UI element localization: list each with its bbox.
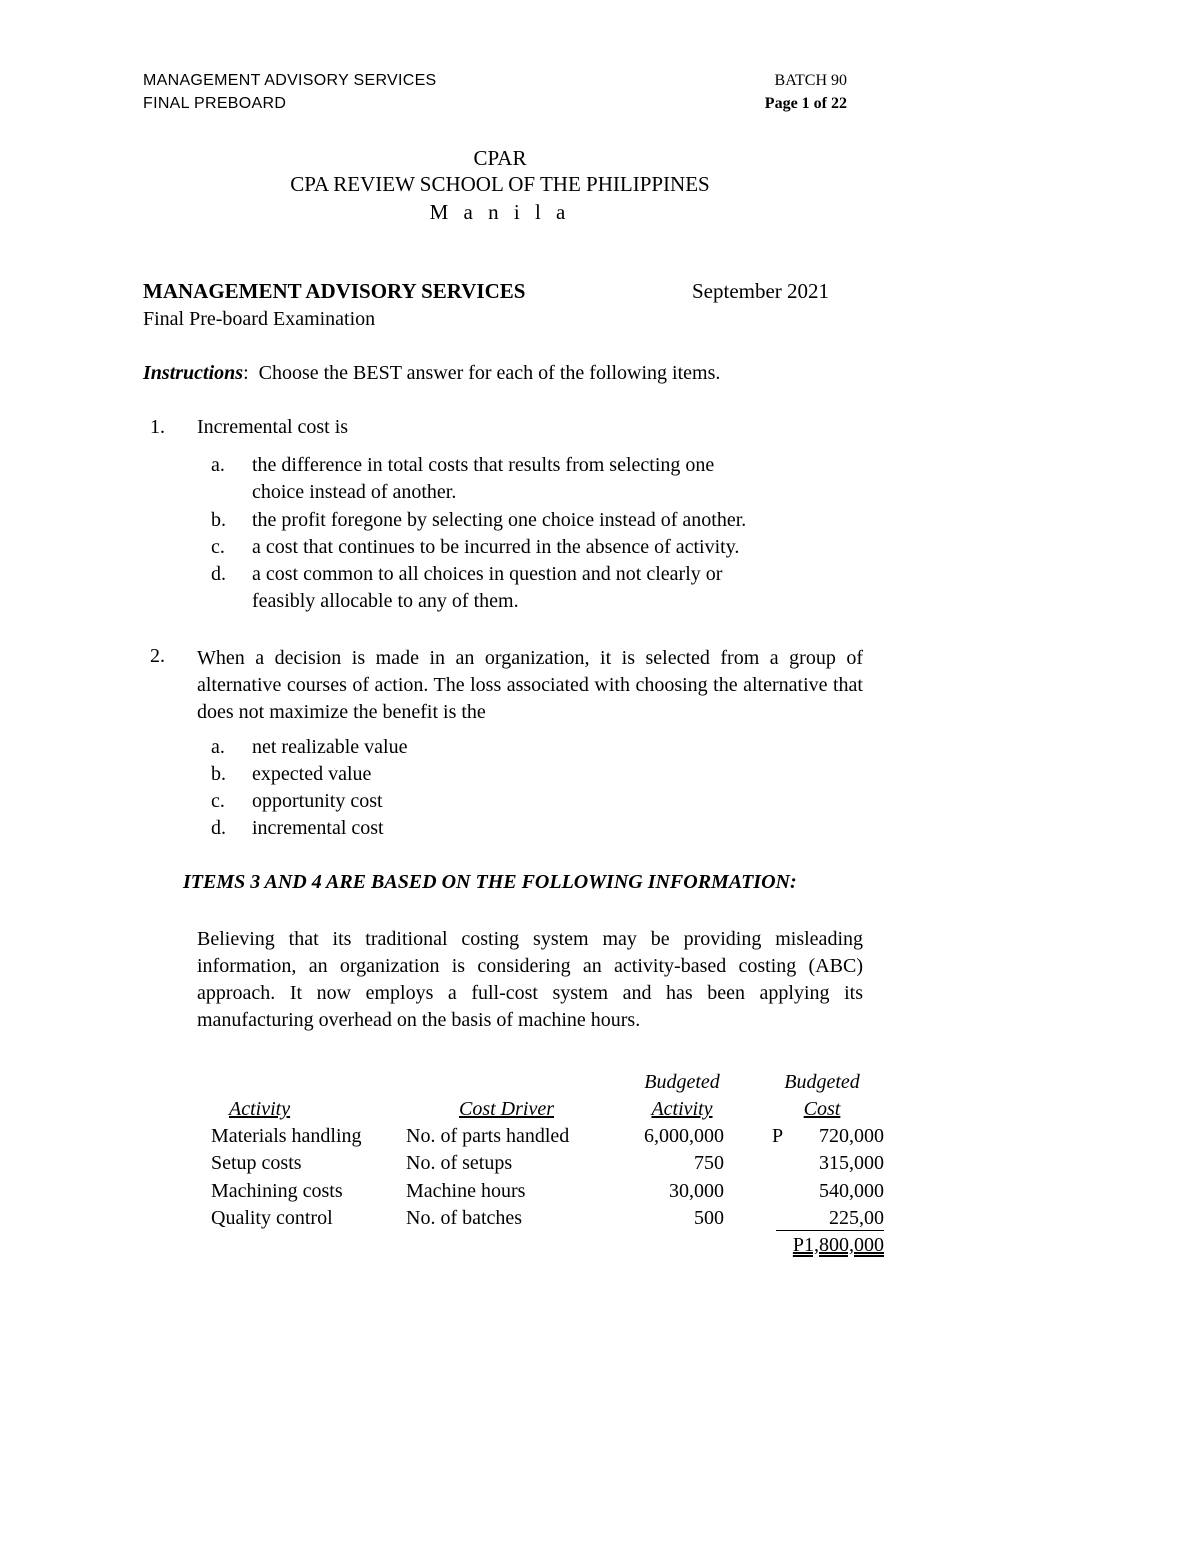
table-cell-currency: P (772, 1125, 784, 1147)
table-cell-budget-activity: 750 (694, 1152, 724, 1174)
header-budgeted-activity-top: Budgeted (644, 1071, 720, 1093)
option-letter: b. (211, 509, 226, 531)
running-header-left-1: MANAGEMENT ADVISORY SERVICES (143, 72, 437, 89)
question-number: 1. (150, 416, 165, 438)
page-number: Page 1 of 22 (764, 95, 847, 112)
option-letter: b. (211, 763, 226, 785)
table-cell-budget-activity: 500 (694, 1207, 724, 1229)
header-budgeted-cost-bottom: Cost (803, 1098, 841, 1120)
table-cell-cost: 540,000 (819, 1180, 884, 1202)
instructions-text: Choose the BEST answer for each of the following items. (258, 362, 721, 384)
header-budgeted-cost-top: Budgeted (784, 1071, 860, 1093)
option-text: net realizable value (252, 736, 408, 758)
info-paragraph: Believing that its traditional costing system may be providing misleading information, an organization is considering an activity-based costing (ABC) approach. It now employs a full-cost system and has been applying its manufacturing overhead on the basis of machine hours. (197, 928, 863, 1031)
table-cell-cost: 225,00 (829, 1207, 884, 1229)
table-cell-budget-activity: 30,000 (669, 1180, 724, 1202)
option-letter: a. (211, 454, 225, 476)
table-cell-activity: Materials handling (211, 1125, 362, 1147)
question-stem: Incremental cost is (197, 416, 349, 438)
option-text-continued: feasibly allocable to any of them. (252, 590, 519, 612)
table-cell-driver: No. of batches (406, 1207, 523, 1229)
header-budgeted-activity-bottom: Activity (651, 1098, 713, 1120)
instructions-label: Instructions (143, 362, 244, 384)
option-text: the profit foregone by selecting one choice instead of another. (252, 509, 747, 531)
option-text: a cost common to all choices in question and not clearly or (252, 563, 723, 585)
question-stem: When a decision is made in an organization, it is selected from a group of alternative courses of action. The loss associated with choosing the alternative that does not maximize the benefit is the (197, 647, 863, 723)
option-text: opportunity cost (252, 790, 383, 812)
option-letter: a. (211, 736, 225, 758)
table-cell-activity: Setup costs (211, 1152, 302, 1174)
option-text-continued: choice instead of another. (252, 481, 457, 503)
option-letter: d. (211, 817, 226, 839)
option-letter: c. (211, 790, 225, 812)
header-cost-driver: Cost Driver (459, 1098, 554, 1120)
school-acronym: CPAR (473, 146, 527, 170)
table-total: P1,800,000 (792, 1234, 884, 1256)
exam-type: Final Pre-board Examination (143, 308, 376, 330)
header-activity: Activity (229, 1098, 291, 1120)
instructions (143, 362, 720, 385)
school-name: CPA REVIEW SCHOOL OF THE PHILIPPINES (290, 172, 710, 196)
info-heading: ITEMS 3 AND 4 ARE BASED ON THE FOLLOWING INFORMATION: (183, 871, 797, 893)
running-header-left-2: FINAL PREBOARD (143, 95, 287, 112)
table-cell-driver: No. of setups (406, 1152, 513, 1174)
table-cell-activity: Machining costs (211, 1180, 343, 1202)
question-number: 2. (150, 645, 165, 667)
exam-date: September 2021 (692, 279, 830, 303)
instructions-colon: : (243, 362, 249, 384)
option-letter: c. (211, 536, 225, 558)
option-text: a cost that continues to be incurred in the absence of activity. (252, 536, 740, 558)
table-cell-activity: Quality control (211, 1207, 333, 1229)
school-city: M a n i l a (429, 200, 571, 224)
running-header-batch: BATCH 90 (774, 72, 847, 89)
option-text: the difference in total costs that results from selecting one (252, 454, 715, 476)
exam-subject: MANAGEMENT ADVISORY SERVICES (143, 279, 526, 303)
option-letter: d. (211, 563, 226, 585)
table-cell-budget-activity: 6,000,000 (644, 1125, 724, 1147)
option-text: expected value (252, 763, 372, 785)
table-cell-cost: 315,000 (819, 1152, 884, 1174)
table-cell-driver: Machine hours (406, 1180, 526, 1202)
option-text: incremental cost (252, 817, 384, 839)
table-cell-driver: No. of parts handled (406, 1125, 570, 1147)
table-cell-cost: 720,000 (819, 1125, 884, 1147)
subtotal-rule (776, 1230, 884, 1231)
